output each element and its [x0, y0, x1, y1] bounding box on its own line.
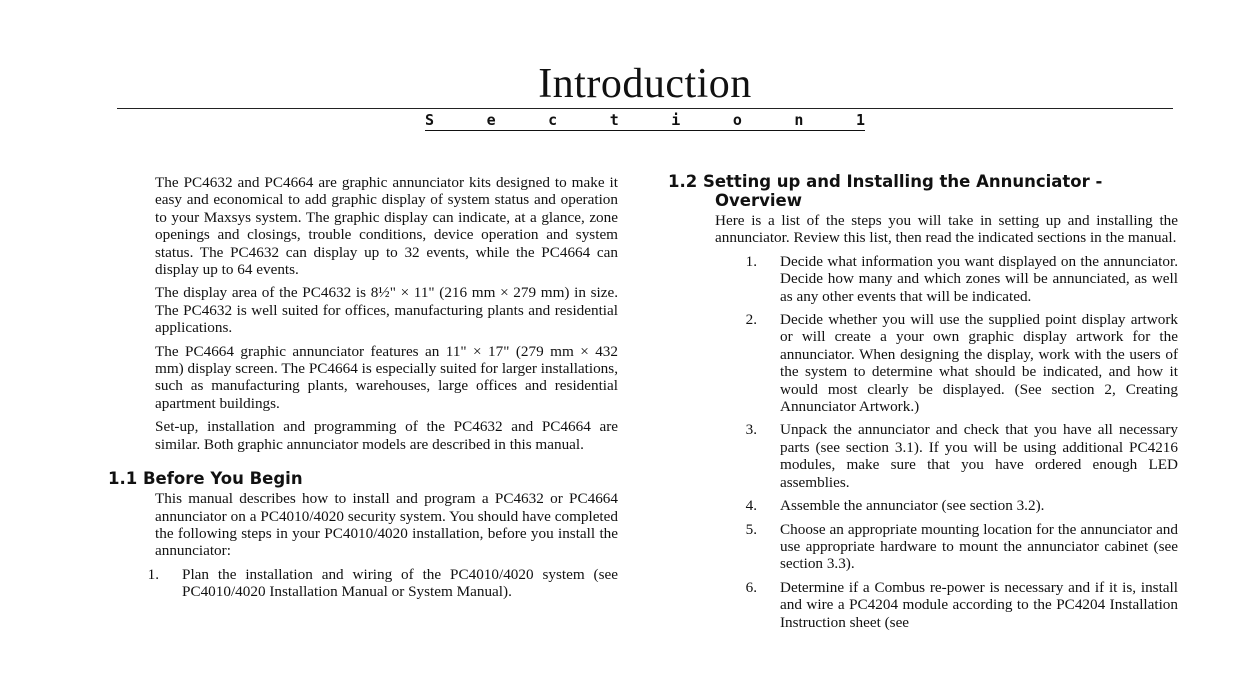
- section-1-2-steps: [715, 253, 1178, 631]
- left-column: [108, 174, 618, 607]
- section-1-2-intro: Here is a list of the steps you will take in setting up and installing the annunciator. Review this list, then read the indicated sections in the manual.: [715, 212, 1178, 247]
- step-number: 6.: [745, 578, 757, 596]
- section-heading-1-1: 1.1 Before You Begin: [108, 469, 303, 489]
- step-number: 5.: [745, 520, 757, 538]
- intro-paragraph: The PC4632 and PC4664 are graphic annunciator kits designed to make it easy and economical to add graphic display of system status and operation to your Maxsys system. The graphic display can indicate, at a glance, zone openings and closings, trouble conditions, device operation and system status. The PC4632 can display up to 32 events, while the PC4664 can display up to 64 events.: [155, 174, 618, 279]
- section-letter: t: [609, 111, 619, 129]
- step-number: 3.: [745, 421, 757, 439]
- step-text: Unpack the annunciator and check that you have all necessary parts (see section 3.1). If you will be using additional PC4216 modules, make sure that you have ordered enough LED assemblies.: [780, 421, 1178, 491]
- section-label: [425, 113, 865, 131]
- step-text: Determine if a Combus re-power is necessary and if it is, install and wire a PC4204 module according to the PC4204 Installation Instruction sheet (see: [780, 578, 1178, 631]
- step-number: 1.: [147, 565, 159, 583]
- section-letter: n: [794, 111, 804, 129]
- step-text: Plan the installation and wiring of the PC4010/4020 system (see PC4010/4020 Installation Manual or System Manual).: [182, 565, 618, 601]
- list-item: [715, 421, 1178, 491]
- step-text: Choose an appropriate mounting location for the annunciator and use appropriate hardware to mount the annunciator cabinet (see section 3.3).: [780, 520, 1178, 573]
- section-letter: c: [548, 111, 558, 129]
- section-letter: e: [486, 111, 496, 129]
- step-number: 2.: [745, 311, 757, 329]
- step-text: Decide whether you will use the supplied point display artwork or will create a your own graphic display artwork for the annunciator. When designing the display, work with the users of the system to determine what should be indicated, and how it would most clearly be displayed. (See section 2, Creating Annunciator Artwork.): [780, 311, 1178, 416]
- step-number: 4.: [745, 497, 757, 515]
- section-letter: i: [671, 111, 681, 129]
- section-1-1-intro: This manual describes how to install and program a PC4632 or PC4664 annunciator on a PC4010/4020 security system. You should have completed the following steps in your PC4010/4020 installation, before you install the annunciator:: [155, 490, 618, 560]
- list-item: [715, 521, 1178, 573]
- section-letter: S: [425, 111, 435, 129]
- list-item: [715, 497, 1178, 514]
- title-rule: [117, 108, 1173, 109]
- intro-paragraph: The display area of the PC4632 is 8½" × 11" (216 mm × 279 mm) in size. The PC4632 is well suited for offices, manufacturing plants and residential applications.: [155, 284, 618, 337]
- intro-paragraph: The PC4664 graphic annunciator features an 11" × 17" (279 mm × 432 mm) display screen. The PC4664 is especially suited for larger installations, such as manufacturing plants, warehouses, large offices and residential apartment buildings.: [155, 342, 618, 412]
- section-heading-1-2: 1.2 Setting up and Installing the Annunciator - Overview: [668, 172, 1103, 210]
- section-1-1-steps: [147, 565, 618, 601]
- step-number: 1.: [745, 252, 757, 270]
- page-title: Introduction: [538, 61, 752, 107]
- list-item: [147, 565, 618, 601]
- step-text: Assemble the annunciator (see section 3.2).: [780, 497, 1045, 515]
- right-column: [668, 172, 1178, 637]
- list-item: [715, 311, 1178, 415]
- section-number: 1: [855, 111, 865, 129]
- step-text: Decide what information you want displayed on the annunciator. Decide how many and which zones will be annunciated, as well as any other events that will be indicated.: [780, 252, 1178, 305]
- intro-paragraph: Set-up, installation and programming of the PC4632 and PC4664 are similar. Both graphic annunciator models are described in this manual.: [155, 418, 618, 453]
- list-item: [715, 253, 1178, 305]
- list-item: [715, 579, 1178, 631]
- section-letter: o: [732, 111, 742, 129]
